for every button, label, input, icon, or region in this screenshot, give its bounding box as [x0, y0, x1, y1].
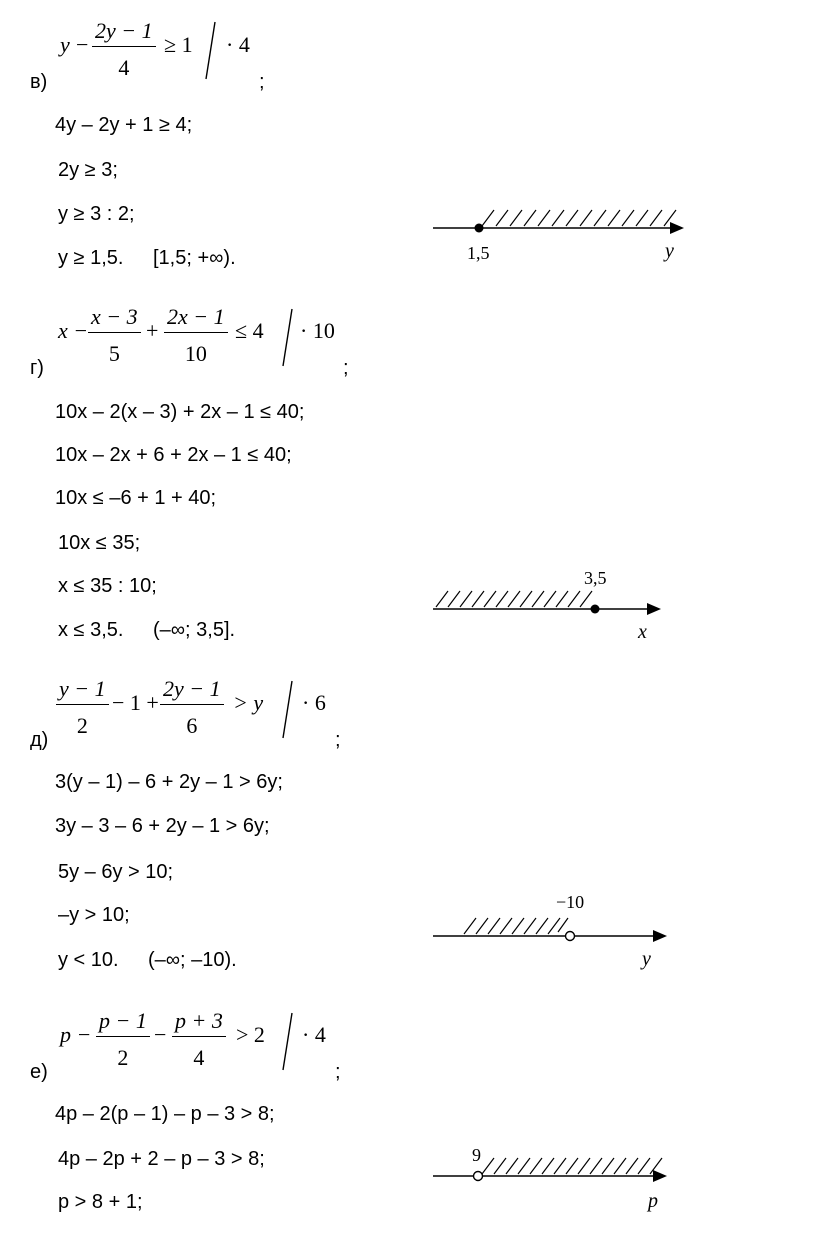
d-step-3: 5y – 6y > 10; [58, 861, 174, 883]
d-fraction-2-denominator: 6 [186, 713, 198, 738]
g-step-6: x ≤ 3,5. [58, 619, 124, 641]
g-rhs: ≤ 4 [235, 318, 264, 343]
v-step-3: y ≥ 3 : 2; [58, 203, 135, 225]
v-axis-variable: y [665, 240, 674, 262]
g-fraction-1-denominator: 5 [108, 341, 120, 366]
v-semicolon: ; [259, 71, 265, 93]
g-axis-variable: x [638, 621, 647, 643]
g-fraction-1-numerator: x − 3 [88, 304, 141, 333]
d-rhs: > y [233, 690, 264, 715]
v-rhs: ≥ 1 [164, 32, 193, 57]
d-multiplier: · 6 [302, 690, 326, 715]
e-multiplier: · 4 [302, 1022, 326, 1047]
d-fraction-1-denominator: 2 [76, 713, 88, 738]
v-var-y: y [60, 32, 70, 57]
g-multiplier: · 10 [300, 318, 335, 343]
v-step-4: y ≥ 1,5. [58, 247, 124, 269]
g-point-label: 3,5 [584, 568, 607, 588]
g-step-2: 10x – 2x + 6 + 2x – 1 ≤ 40; [55, 444, 292, 466]
d-axis-variable: y [642, 948, 651, 970]
v-answer: [1,5; +∞). [153, 247, 236, 269]
e-var-p: p − [60, 1022, 92, 1047]
g-step-1: 10x – 2(x – 3) + 2x – 1 ≤ 40; [55, 401, 305, 423]
d-step-4: –y > 10; [58, 904, 130, 926]
v-minus: − [76, 32, 89, 57]
g-fraction-2-denominator: 10 [184, 341, 207, 366]
e-minus: − [154, 1022, 167, 1047]
g-plus: + [146, 318, 159, 343]
d-label: д) [30, 729, 49, 751]
e-fraction-1-numerator: p − 1 [96, 1008, 150, 1037]
e-hatching [482, 1158, 662, 1174]
e-step-2: 4p – 2p + 2 – p – 3 > 8; [58, 1148, 265, 1170]
e-axis-variable: p [648, 1190, 658, 1212]
g-answer: (–∞; 3,5]. [153, 619, 236, 641]
g-step-4: 10x ≤ 35; [58, 532, 141, 554]
d-step-5: y < 10. [58, 949, 119, 971]
d-fraction-2-numerator: 2y − 1 [160, 676, 224, 705]
v-point-label: 1,5 [467, 243, 490, 263]
d-step-2: 3y – 3 – 6 + 2y – 1 > 6y; [55, 815, 270, 837]
e-axis-arrow [653, 1170, 667, 1182]
d-fraction-1-numerator: y − 1 [56, 676, 109, 705]
g-var-x: x − [58, 318, 89, 343]
g-step-3: 10x ≤ –6 + 1 + 40; [55, 487, 217, 509]
e-label: е) [30, 1061, 48, 1083]
e-fraction-1-denominator: 2 [117, 1045, 129, 1070]
g-fraction-2-numerator: 2x − 1 [164, 304, 228, 333]
d-middle: − 1 + [112, 690, 159, 715]
e-fraction-2-numerator: p + 3 [172, 1008, 226, 1037]
d-point-label: −10 [556, 892, 585, 912]
e-point-label: 9 [472, 1145, 481, 1165]
g-semicolon: ; [343, 357, 349, 379]
v-multiplier: · 4 [226, 32, 250, 57]
v-fraction-numerator: 2y − 1 [92, 18, 156, 47]
d-answer: (–∞; –10). [148, 949, 237, 971]
v-step-1: 4y – 2y + 1 ≥ 4; [55, 114, 193, 136]
e-semicolon: ; [335, 1061, 341, 1083]
e-step-1: 4p – 2(p – 1) – p – 3 > 8; [55, 1103, 275, 1125]
g-step-5: x ≤ 35 : 10; [58, 575, 157, 597]
v-label: в) [30, 71, 48, 93]
v-step-2: 2y ≥ 3; [58, 159, 118, 181]
d-semicolon: ; [335, 729, 341, 751]
e-step-3: p > 8 + 1; [58, 1191, 143, 1213]
d-step-1: 3(y – 1) – 6 + 2y – 1 > 6y; [55, 771, 283, 793]
e-open-point [474, 1172, 483, 1181]
v-fraction-denominator: 4 [118, 55, 130, 80]
g-label: г) [30, 357, 44, 379]
e-fraction-2-denominator: 4 [193, 1045, 205, 1070]
e-rhs: > 2 [236, 1022, 265, 1047]
